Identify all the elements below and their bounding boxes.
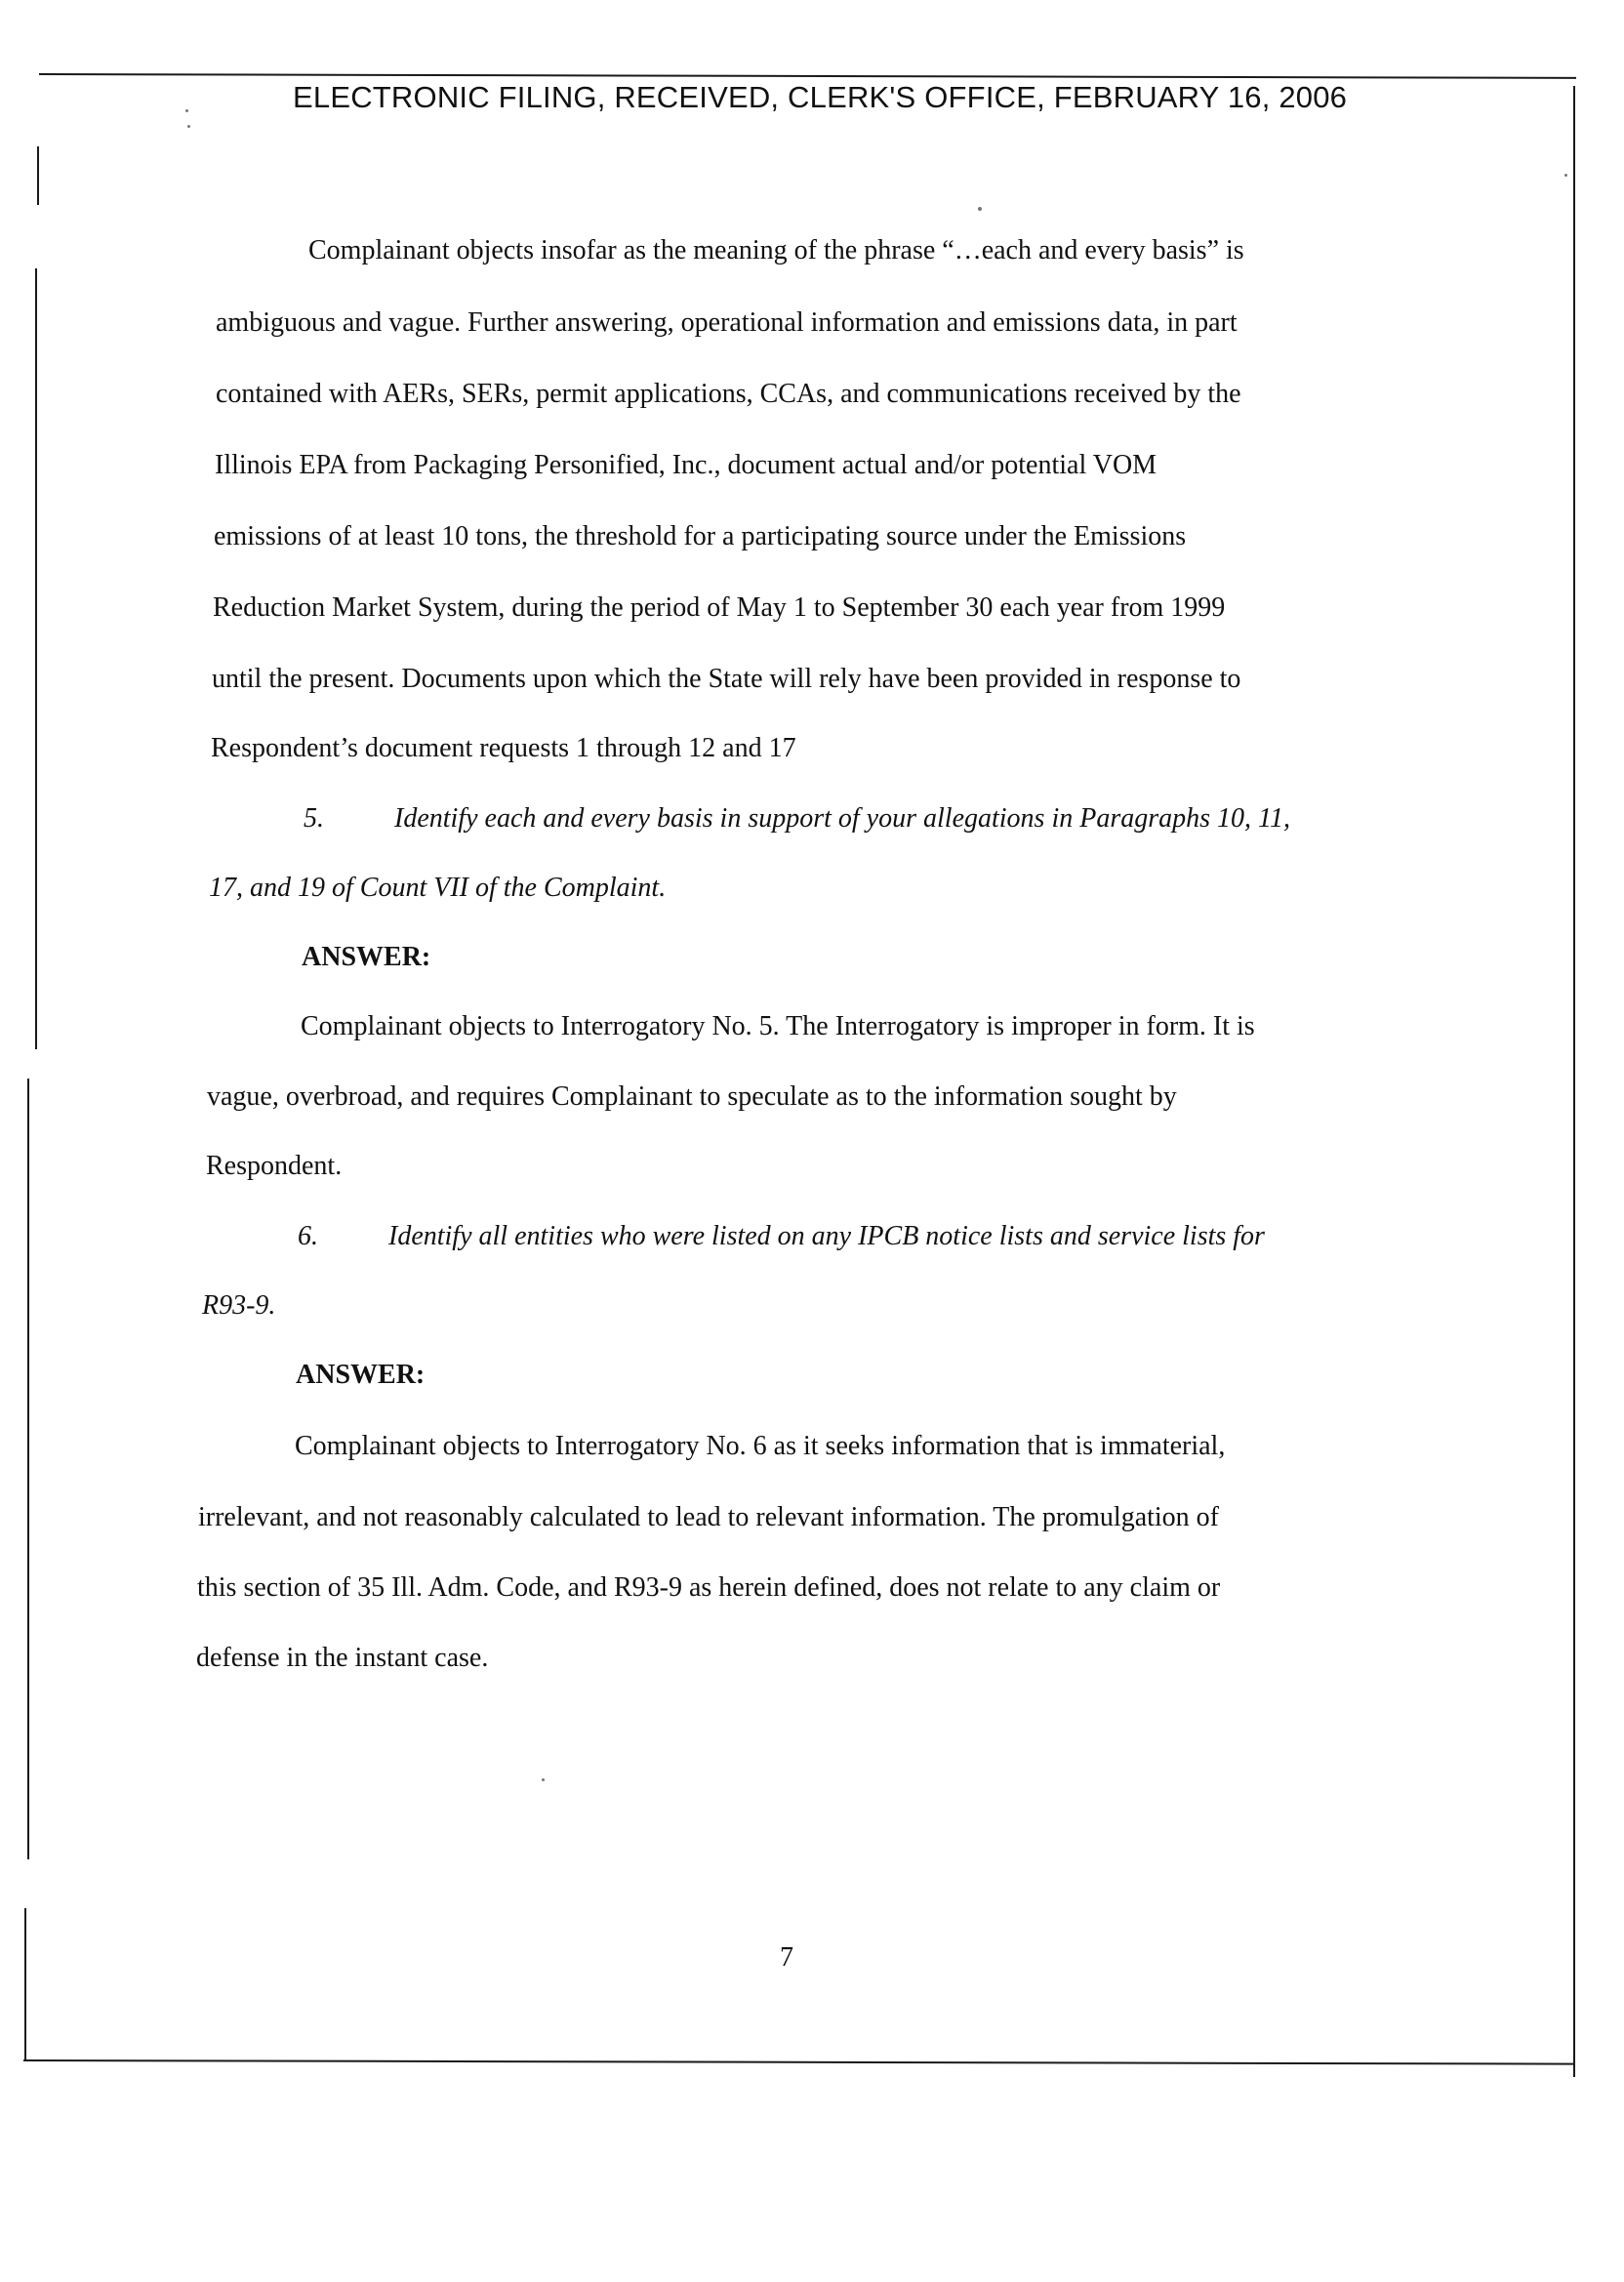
page-number: 7	[780, 1942, 793, 1973]
body-line: Complainant objects insofar as the meaning of the phrase “…each and every basis” is	[308, 235, 1244, 265]
body-line: until the present. Documents upon which the State will rely have been provided in response to	[212, 664, 1241, 694]
page-border-left	[27, 1079, 29, 1859]
interrogatory-number: 6.	[298, 1221, 318, 1251]
interrogatory-number: 5.	[304, 803, 324, 834]
body-line: Respondent’s document requests 1 through 12 and 17	[211, 733, 796, 763]
page-border-left	[35, 268, 37, 1049]
body-line: Illinois EPA from Packaging Personified, Inc., document actual and/or potential VOM	[215, 450, 1157, 480]
body-line: irrelevant, and not reasonably calculated to lead to relevant information. The promulgation of	[198, 1502, 1220, 1532]
scan-speck	[185, 109, 188, 112]
interrogatory-text: Identify all entities who were listed on any IPCB notice lists and service lists for	[388, 1221, 1265, 1251]
scan-speck	[978, 207, 982, 211]
body-line: contained with AERs, SERs, permit applications, CCAs, and communications received by the	[216, 379, 1241, 409]
body-line: ambiguous and vague. Further answering, operational information and emissions data, in part	[216, 307, 1238, 338]
filing-stamp-header: ELECTRONIC FILING, RECEIVED, CLERK'S OFFICE, FEBRUARY 16, 2006	[293, 80, 1348, 114]
interrogatory-text: Identify each and every basis in support of your allegations in Paragraphs 10, 11,	[394, 803, 1290, 834]
answer-heading: ANSWER:	[296, 1360, 426, 1390]
body-line: defense in the instant case.	[196, 1643, 489, 1673]
body-line: Complainant objects to Interrogatory No. 5. The Interrogatory is improper in form. It is	[301, 1011, 1255, 1041]
scan-speck	[187, 125, 190, 128]
page-border-top	[39, 73, 1576, 79]
scan-speck	[542, 1778, 545, 1781]
page-border-right	[1573, 86, 1575, 2077]
page-border-bottom	[23, 2059, 1575, 2065]
body-line: emissions of at least 10 tons, the threshold for a participating source under the Emissions	[214, 521, 1187, 551]
body-line: vague, overbroad, and requires Complainant to speculate as to the information sought by	[207, 1081, 1177, 1112]
scan-speck	[1564, 174, 1567, 177]
answer-heading: ANSWER:	[302, 942, 431, 972]
interrogatory-text: R93-9.	[202, 1290, 276, 1321]
page-border-left	[24, 1908, 26, 2059]
body-line: Respondent.	[206, 1151, 343, 1181]
body-line: Complainant objects to Interrogatory No. 6 as it seeks information that is immaterial,	[295, 1431, 1226, 1461]
body-line: this section of 35 Ill. Adm. Code, and R93-9 as herein defined, does not relate to any claim or	[197, 1572, 1221, 1603]
interrogatory-text: 17, and 19 of Count VII of the Complaint.	[209, 873, 667, 903]
page-border-left	[37, 146, 39, 205]
body-line: Reduction Market System, during the period of May 1 to September 30 each year from 1999	[213, 592, 1226, 623]
